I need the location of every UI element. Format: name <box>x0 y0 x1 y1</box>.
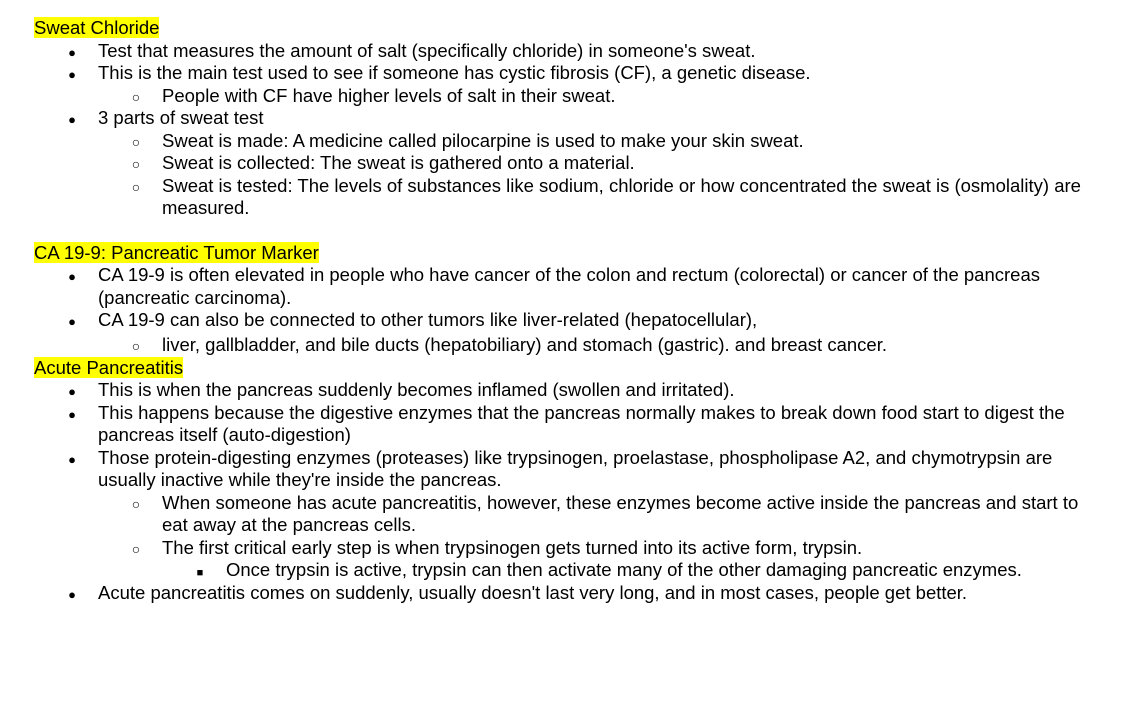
circle-bullet-icon <box>126 175 146 199</box>
list-item <box>34 379 1094 402</box>
list-item <box>34 85 1094 108</box>
circle-bullet-icon <box>126 152 146 176</box>
list-item-text: This is the main test used to see if someone has cystic fibrosis (CF), a genetic disease. <box>98 62 811 83</box>
circle-bullet-icon <box>126 130 146 154</box>
list-item <box>34 537 1094 560</box>
disc-bullet-icon <box>62 379 82 404</box>
list-item <box>34 447 1094 492</box>
section-heading-ca-19-9 <box>34 242 1094 265</box>
section-heading-sweat-chloride <box>34 17 1094 40</box>
circle-bullet-icon <box>126 492 146 516</box>
list-item <box>34 107 1094 130</box>
list-item <box>34 492 1094 537</box>
list-item-text: CA 19-9 is often elevated in people who have cancer of the colon and rectum (colorectal) or cancer of the pancreas (pancreatic carcinoma). <box>98 264 1040 308</box>
list-item <box>34 309 1094 332</box>
section-heading-acute-pancreatitis <box>34 357 1094 380</box>
list-item-text: Sweat is tested: The levels of substances like sodium, chloride or how concentrated the sweat is (osmolality) are measured. <box>162 174 1081 218</box>
circle-bullet-icon <box>126 85 146 109</box>
bullet-list-ca-19-9 <box>34 264 1094 357</box>
circle-bullet-icon <box>126 537 146 561</box>
list-item <box>34 559 1094 582</box>
bullet-list-sweat-chloride <box>34 40 1094 220</box>
disc-bullet-icon <box>62 62 82 87</box>
list-item <box>34 62 1094 85</box>
list-item <box>34 264 1094 309</box>
disc-bullet-icon <box>62 40 82 65</box>
disc-bullet-icon <box>62 582 82 607</box>
list-item-text: liver, gallbladder, and bile ducts (hepatobiliary) and stomach (gastric). and breast cancer. <box>162 333 887 355</box>
list-item-text: Sweat is collected: The sweat is gathered onto a material. <box>162 152 635 173</box>
list-item <box>34 332 1094 357</box>
list-item-text: Test that measures the amount of salt (specifically chloride) in someone's sweat. <box>98 39 756 61</box>
list-item-text: This happens because the digestive enzymes that the pancreas normally makes to break down food start to digest the pancreas itself (auto-digestion) <box>98 401 1065 445</box>
disc-bullet-icon <box>62 402 82 427</box>
heading-text: CA 19-9: Pancreatic Tumor Marker <box>34 241 319 263</box>
list-item <box>34 130 1094 153</box>
disc-bullet-icon <box>62 447 82 472</box>
disc-bullet-icon <box>62 107 82 132</box>
disc-bullet-icon <box>62 264 82 289</box>
document-body <box>34 17 1094 604</box>
list-item-text: People with CF have higher levels of salt in their sweat. <box>162 84 616 106</box>
list-item-text: Once trypsin is active, trypsin can then activate many of the other damaging pancreatic enzymes. <box>226 559 1022 580</box>
circle-bullet-icon <box>126 332 146 359</box>
list-item-text: When someone has acute pancreatitis, however, these enzymes become active inside the pancreas and start to eat away at the pancreas cells. <box>162 491 1079 535</box>
list-item <box>34 582 1094 605</box>
heading-text: Acute Pancreatitis <box>34 356 184 378</box>
bullet-list-acute-pancreatitis <box>34 379 1094 604</box>
list-item-text: CA 19-9 can also be connected to other tumors like liver-related (hepatocellular), <box>98 309 758 330</box>
list-item <box>34 402 1094 447</box>
list-item <box>34 175 1094 220</box>
blank-line <box>34 220 1094 242</box>
disc-bullet-icon <box>62 309 82 334</box>
list-item-text: The first critical early step is when trypsinogen gets turned into its active form, trypsin. <box>162 536 863 558</box>
list-item <box>34 152 1094 175</box>
list-item-text: This is when the pancreas suddenly becomes inflamed (swollen and irritated). <box>98 379 735 400</box>
list-item-text: Acute pancreatitis comes on suddenly, usually doesn't last very long, and in most cases, people get better. <box>98 581 968 603</box>
heading-text: Sweat Chloride <box>34 17 160 38</box>
list-item <box>34 40 1094 63</box>
list-item-text: Sweat is made: A medicine called pilocarpine is used to make your skin sweat. <box>162 129 804 151</box>
list-item-text: 3 parts of sweat test <box>98 107 264 128</box>
list-item-text: Those protein-digesting enzymes (proteases) like trypsinogen, proelastase, phospholipase A2, and chymotrypsin are usually inactive while they're inside the pancreas. <box>98 446 1053 490</box>
